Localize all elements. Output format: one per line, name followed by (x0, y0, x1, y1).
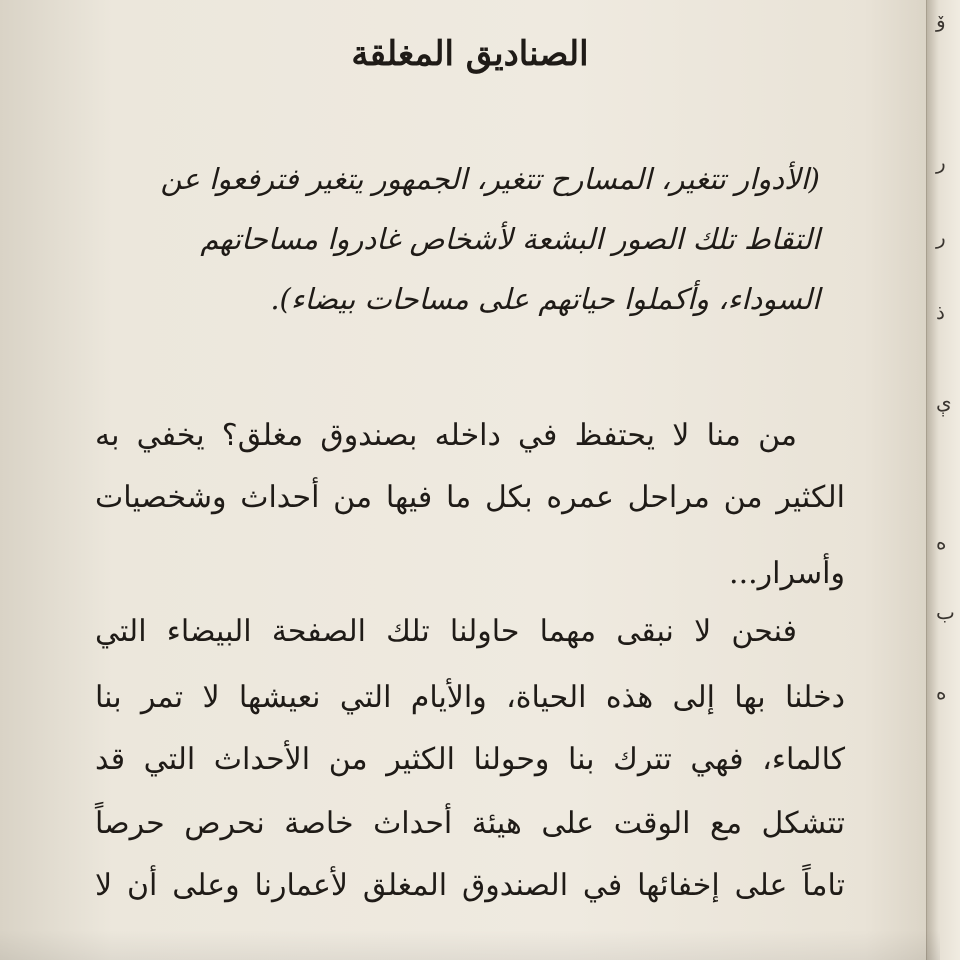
page-bottom-shadow (0, 930, 940, 960)
chapter-title: الصناديق المغلقة (351, 34, 589, 74)
paragraph-line: فنحن لا نبقى مهما حاولنا تلك الصفحة البيضاء التي (95, 614, 797, 649)
adjacent-page-edge (926, 0, 960, 960)
adjacent-page-glyph: ه (936, 530, 947, 554)
paragraph-line: الكثير من مراحل عمره بكل ما فيها من أحداث وشخصيات (95, 480, 845, 515)
paragraph-line: كالماء، فهي تترك بنا وحولنا الكثير من الأحداث التي قد (95, 742, 845, 777)
adjacent-page-glyph: ۆ (936, 8, 946, 32)
adjacent-page-glyph: ې (936, 390, 952, 414)
adjacent-page-glyph: ذ (936, 300, 945, 324)
paragraph-line: من منا لا يحتفظ في داخله بصندوق مغلق؟ يخفي به (95, 418, 797, 453)
paragraph-line: تاماً على إخفائها في الصندوق المغلق لأعمارنا وعلى أن لا (95, 868, 845, 903)
adjacent-page-glyph: ر (936, 150, 946, 174)
paragraph-line: تتشكل مع الوقت على هيئة أحداث خاصة نحرص حرصاً (95, 806, 845, 841)
adjacent-page-glyph: ر (936, 225, 946, 249)
adjacent-page-glyph: ه (936, 680, 947, 704)
paragraph-line: دخلنا بها إلى هذه الحياة، والأيام التي نعيشها لا تمر بنا (95, 680, 845, 715)
paragraph-line: وأسرار... (729, 556, 845, 591)
quote-line: (الأدوار تتغير، المسارح تتغير، الجمهور يتغير فترفعوا عن (160, 162, 820, 196)
quote-line: التقاط تلك الصور البشعة لأشخاص غادروا مساحاتهم (200, 222, 820, 256)
quote-line: السوداء، وأكملوا حياتهم على مساحات بيضاء). (270, 282, 820, 316)
adjacent-page-glyph: ب (936, 600, 955, 624)
